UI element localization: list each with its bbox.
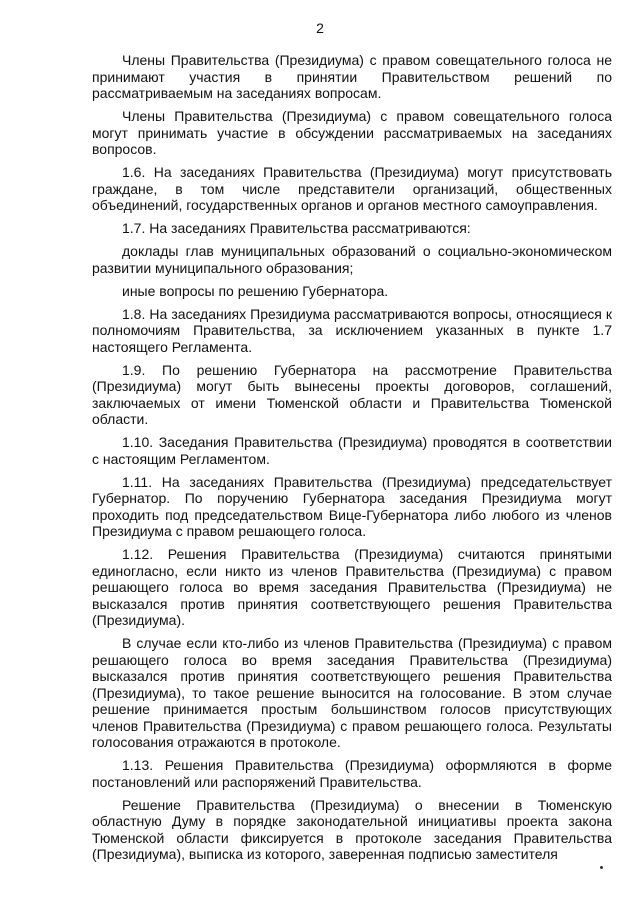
- paragraph-1-7: 1.7. На заседаниях Правительства рассматриваются:: [122, 220, 471, 236]
- paragraph-1-12: 1.12. Решения Правительства (Президиума) считаются принятыми единогласно, если никто из членов Правительства (Президиума) с правом решающего голоса во время заседания Правительства (Президиума) не высказался против принятия соответствующего решения Правительства (Президиума).: [92, 546, 612, 628]
- paragraph-1-12-voting: В случае если кто-либо из членов Правительства (Президиума) с правом решающего голоса во время заседания Правительства (Президиума) высказался против принятия соответствующего решения Правительства (Президиума), то такое решение выносится на голосование. В этом случае решение принимается простым большинством голосов присутствующих членов Правительства (Президиума) с правом решающего голоса. Результаты голосования отражаются в протоколе.: [92, 635, 612, 750]
- paragraph-advisory-members-no-voting: Члены Правительства (Президиума) с правом совещательного голоса не принимают участия в принятии Правительством решений по рассматриваемым на заседаниях вопросам.: [92, 52, 612, 101]
- paragraph-1-7-other: иные вопросы по решению Губернатора.: [122, 282, 389, 299]
- paragraph-1-9: 1.9. По решению Губернатора на рассмотрение Правительства (Президиума) могут быть вынесены проекты договоров, соглашений, заключаемых от имени Тюменской области и Правительства Тюменской области.: [92, 361, 612, 427]
- paragraph-1-7-reports: доклады глав муниципальных образований о социально-экономическом развитии муниципального образования;: [92, 243, 612, 276]
- paragraph-1-6: 1.6. На заседаниях Правительства (Президиума) могут присутствовать граждане, в том числе представители организаций, общественных объединений, государственных органов и органов местного самоуправления.: [92, 164, 612, 213]
- paragraph-advisory-members-discussion: Члены Правительства (Президиума) с правом совещательного голоса могут принимать участие в обсуждении рассматриваемых на заседаниях вопросов.: [92, 108, 612, 157]
- paragraph-1-10: 1.10. Заседания Правительства (Президиума) проводятся в соответствии с настоящим Регламентом.: [92, 434, 612, 467]
- document-body: [92, 52, 612, 869]
- paragraph-1-13: 1.13. Решения Правительства (Президиума) оформляются в форме постановлений или распоряжений Правительства.: [92, 757, 612, 790]
- paragraph-1-8: 1.8. На заседаниях Президиума рассматриваются вопросы, относящиеся к полномочиям Правительства, за исключением указанных в пункте 1.7 настоящего Регламента.: [92, 305, 612, 355]
- page-number: 2: [316, 20, 324, 36]
- paragraph-1-11: 1.11. На заседаниях Правительства (Президиума) председательствует Губернатор. По поручению Губернатора заседания Президиума могут проходить под председательством Вице-Губернатора либо любого из членов Президиума с правом решающего голоса.: [92, 473, 612, 539]
- scan-mark: [600, 866, 603, 869]
- paragraph-1-13-duma: Решение Правительства (Президиума) о внесении в Тюменскую областную Думу в порядке законодательной инициативы проекта закона Тюменской области фиксируется в протоколе заседания Правительства (Президиума), выписка из которого, заверенная подписью заместителя: [92, 796, 612, 862]
